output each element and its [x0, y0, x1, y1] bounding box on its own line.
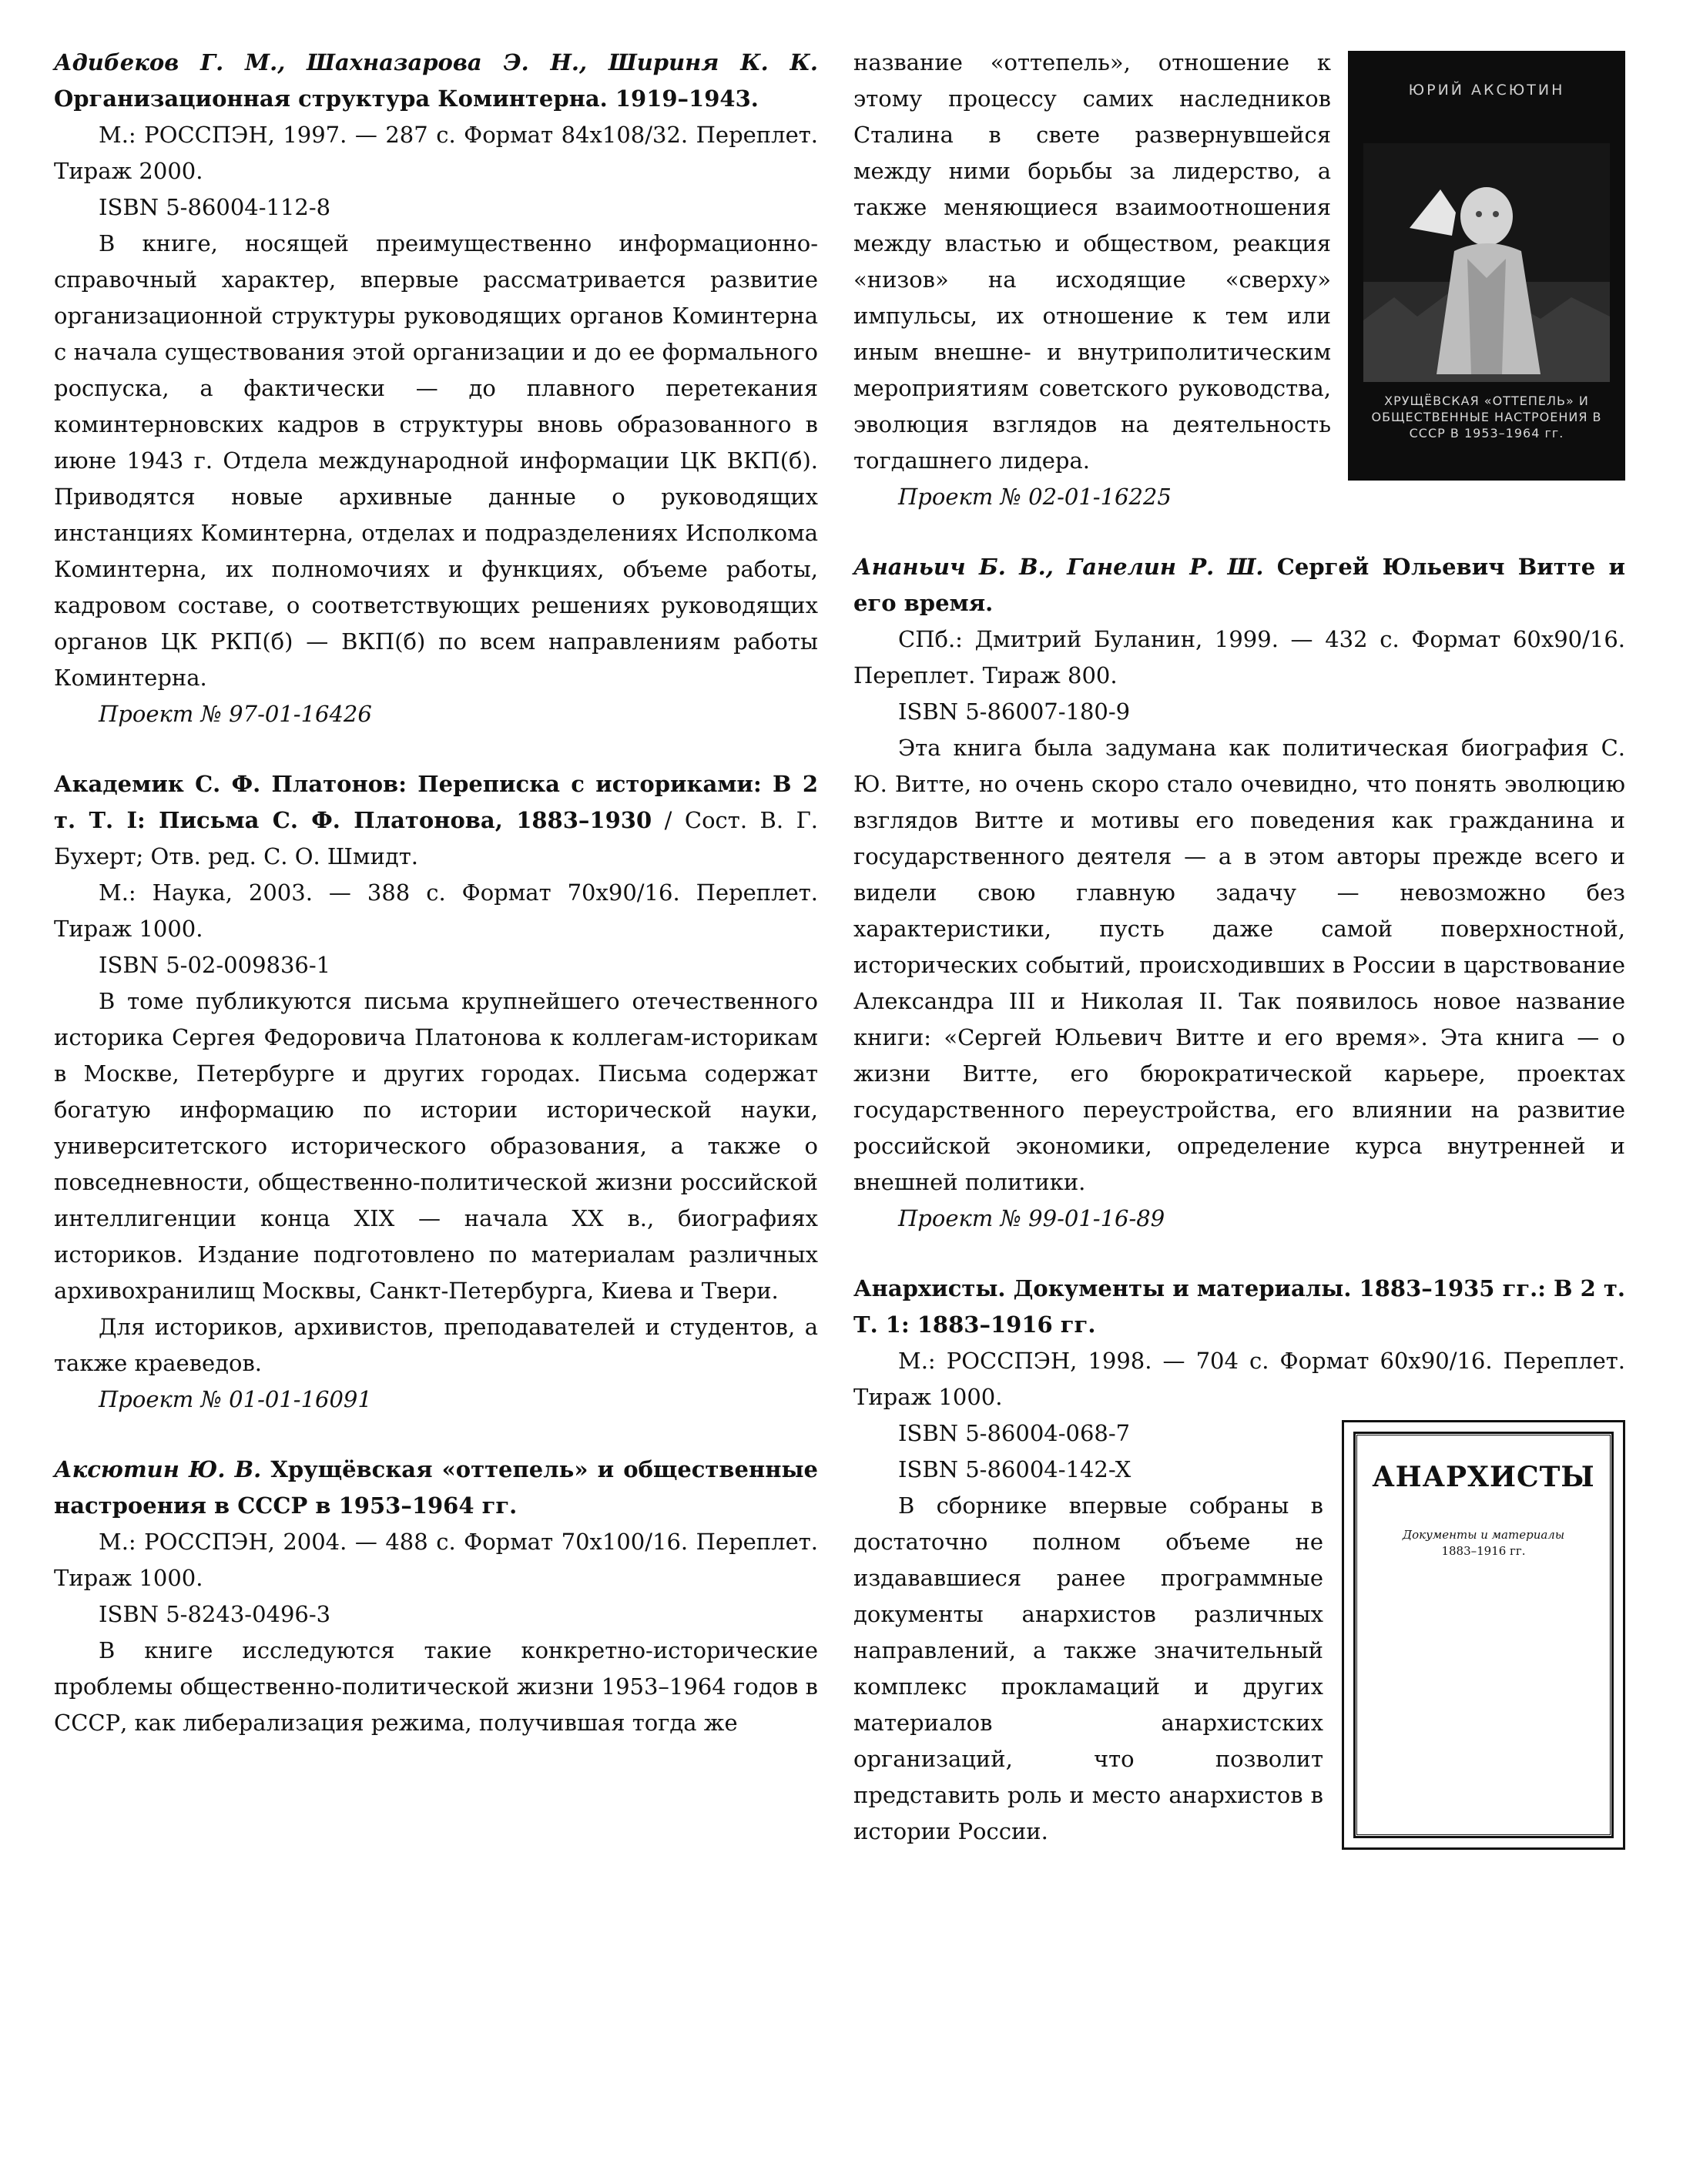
- cover-photo: [1363, 143, 1610, 382]
- entry-description: В томе публикуются письма крупнейшего отечественного историка Сергея Федоровича Платонова к коллегам-историкам в Москве, Петербурге и других городах. Письма содержат богатую информацию по истории исторической науки, университетского исторического образования, а также о повседневности, общественно-политической жизни российской интеллигенции конца XIX — начала XX в., биографиях историков. Издание подготовлено по материалам различных архивохранилищ Москвы, Санкт-Петербурга, Киева и Твери.: [54, 988, 818, 1304]
- cover-frame-inner-border: [1356, 1435, 1611, 1835]
- entry-imprint: М.: РОССПЭН, 1997. — 287 с. Формат 84х108/32. Переплет. Тираж 2000.: [54, 122, 818, 184]
- entry-title: Анархисты. Документы и материалы. 1883–1935 гг.: В 2 т. Т. 1: 1883–1916 гг.: [853, 1275, 1625, 1338]
- entry-anarchists: [853, 1271, 1625, 1850]
- entry-title: Хрущёвская «оттепель» и общественные настроения в СССР в 1953–1964 гг.: [54, 1456, 818, 1519]
- entry-project: Проект № 01-01-16091: [99, 1386, 372, 1412]
- cover-author: ЮРИЙ АКСЮТИН: [1408, 82, 1565, 99]
- entry-description: В книге, носящей преимущественно информационно-справочный характер, впервые рассматривается развитие организационной структуры руководящих органов Коминтерна с начала существования этой организации и до ее формального роспуска, а фактически — до плавного перетекания коминтерновских кадров в структуры вновь образованного в июне 1943 г. Отдела международной информации ЦК ВКП(б). Приводятся новые архивные данные о руководящих инстанциях Коминтерна, отделах и подразделениях Исполкома Коминтерна, их полномочиях и функциях, объеме работы, кадровом составе, о соответствующих решениях руководящих органов ЦК РКП(б) — ВКП(б) по всем направлениям работы Коминтерна.: [54, 230, 818, 691]
- book-cover-khrushchev: [1348, 51, 1625, 481]
- right-column: [853, 45, 1625, 1884]
- entry-platonov: [54, 766, 818, 1418]
- entry-heading: [853, 549, 1625, 621]
- entry-imprint: М.: Наука, 2003. — 388 с. Формат 70х90/16. Переплет. Тираж 1000.: [54, 879, 818, 942]
- entry-imprint: СПб.: Дмитрий Буланин, 1999. — 432 с. Формат 60х90/16. Переплет. Тираж 800.: [853, 626, 1625, 688]
- entry-compilers: / Сост. В. Г. Бухерт; Отв. ред. С. О. Шмидт.: [54, 807, 818, 869]
- entry-aksyutin-continued: [853, 45, 1625, 515]
- entry-imprint: М.: РОССПЭН, 2004. — 488 с. Формат 70х100/16. Переплет. Тираж 1000.: [54, 1529, 818, 1591]
- entry-heading: [853, 1271, 1625, 1343]
- entry-aksyutin: [54, 1452, 818, 1741]
- entry-audience: Для историков, архивистов, преподавателей и студентов, а также краеведов.: [54, 1314, 818, 1376]
- book-cover-anarchists: [1342, 1420, 1625, 1850]
- entry-project: Проект № 02-01-16225: [898, 484, 1172, 510]
- entry-description: В книге исследуются такие конкретно-исторические проблемы общественно-политической жизни 1953–1964 годов в СССР, как либерализация режима, получившая тогда же: [54, 1637, 818, 1736]
- entry-isbn: ISBN 5-86004-142-X: [898, 1456, 1131, 1482]
- entry-project: Проект № 97-01-16426: [99, 701, 372, 727]
- entry-title: Организационная структура Коминтерна. 1919–1943.: [54, 85, 759, 112]
- entry-isbn: ISBN 5-86004-112-8: [99, 194, 331, 220]
- entry-description: В сборнике впервые собраны в достаточно полном объеме не издававшиеся ранее программные документы анархистов различных направлений, а также значительный комплекс прокламаций и других материалов анархистских организаций, что позволит представить роль и место анархистов в истории России.: [853, 1492, 1323, 1844]
- entry-authors: Аксютин Ю. В.: [54, 1456, 262, 1482]
- entry-title: Академик С. Ф. Платонов: Переписка с историками: В 2 т. Т. I: Письма С. Ф. Платонова, 1883–1930: [54, 771, 818, 833]
- entry-description: Эта книга была задумана как политическая биография С. Ю. Витте, но очень скоро стало очевидно, что понять эволюцию взглядов Витте и мотивы его поведения как гражданина и государственного деятеля — а в этом авторы прежде всего и видели свою главную задачу — невозможно без характеристики, пусть даже самой поверхностной, исторических событий, происходивших в России в царствование Александра III и Николая II. Так появилось новое название книги: «Сергей Юльевич Витте и его время». Эта книга — о жизни Витте, его бюрократической карьере, проектах государственного переустройства, его влиянии на развитие российской экономики, определение курса внутренней и внешней политики.: [853, 735, 1625, 1195]
- entry-title: Сергей Юльевич Витте и его время.: [853, 554, 1625, 616]
- entry-heading: [54, 1452, 818, 1524]
- entry-ananich: [853, 549, 1625, 1237]
- cover-years: 1883–1916 гг.: [1441, 1544, 1526, 1558]
- entry-imprint: М.: РОССПЭН, 1998. — 704 с. Формат 60х90/16. Переплет. Тираж 1000.: [853, 1348, 1625, 1410]
- entry-authors: Адибеков Г. М., Шахназарова Э. Н., Шириня К. К.: [54, 49, 818, 75]
- entry-heading: [54, 45, 818, 117]
- entry-isbn: ISBN 5-8243-0496-3: [99, 1601, 331, 1627]
- cover-caption: ХРУЩЁВСКАЯ «ОТТЕПЕЛЬ» И ОБЩЕСТВЕННЫЕ НАСТРОЕНИЯ В СССР В 1953–1964 гг.: [1371, 394, 1602, 440]
- entry-description-continued: название «оттепель», отношение к этому процессу самих наследников Сталина в свете развернувшейся между ними борьбы за лидерство, а также меняющиеся взаимоотношения между властью и обществом, реакция «низов» на исходящие «сверху» импульсы, их отношение к тем или иным внешне- и внутриполитическим мероприятиям советского руководства, эволюция взглядов на деятельность тогдашнего лидера.: [853, 49, 1331, 474]
- entry-heading: [54, 766, 818, 875]
- entry-isbn: ISBN 5-02-009836-1: [99, 952, 331, 978]
- cover-title: АНАРХИСТЫ: [1372, 1461, 1595, 1493]
- entry-isbn: ISBN 5-86007-180-9: [898, 698, 1131, 725]
- cover-subtitle: Документы и материалы: [1402, 1528, 1565, 1542]
- entry-project: Проект № 99-01-16-89: [898, 1205, 1165, 1231]
- entry-adibekov: [54, 45, 818, 732]
- left-column: [54, 45, 818, 1775]
- entry-authors: Ананьич Б. В., Ганелин Р. Ш.: [853, 554, 1264, 580]
- entry-isbn: ISBN 5-86004-068-7: [898, 1420, 1131, 1446]
